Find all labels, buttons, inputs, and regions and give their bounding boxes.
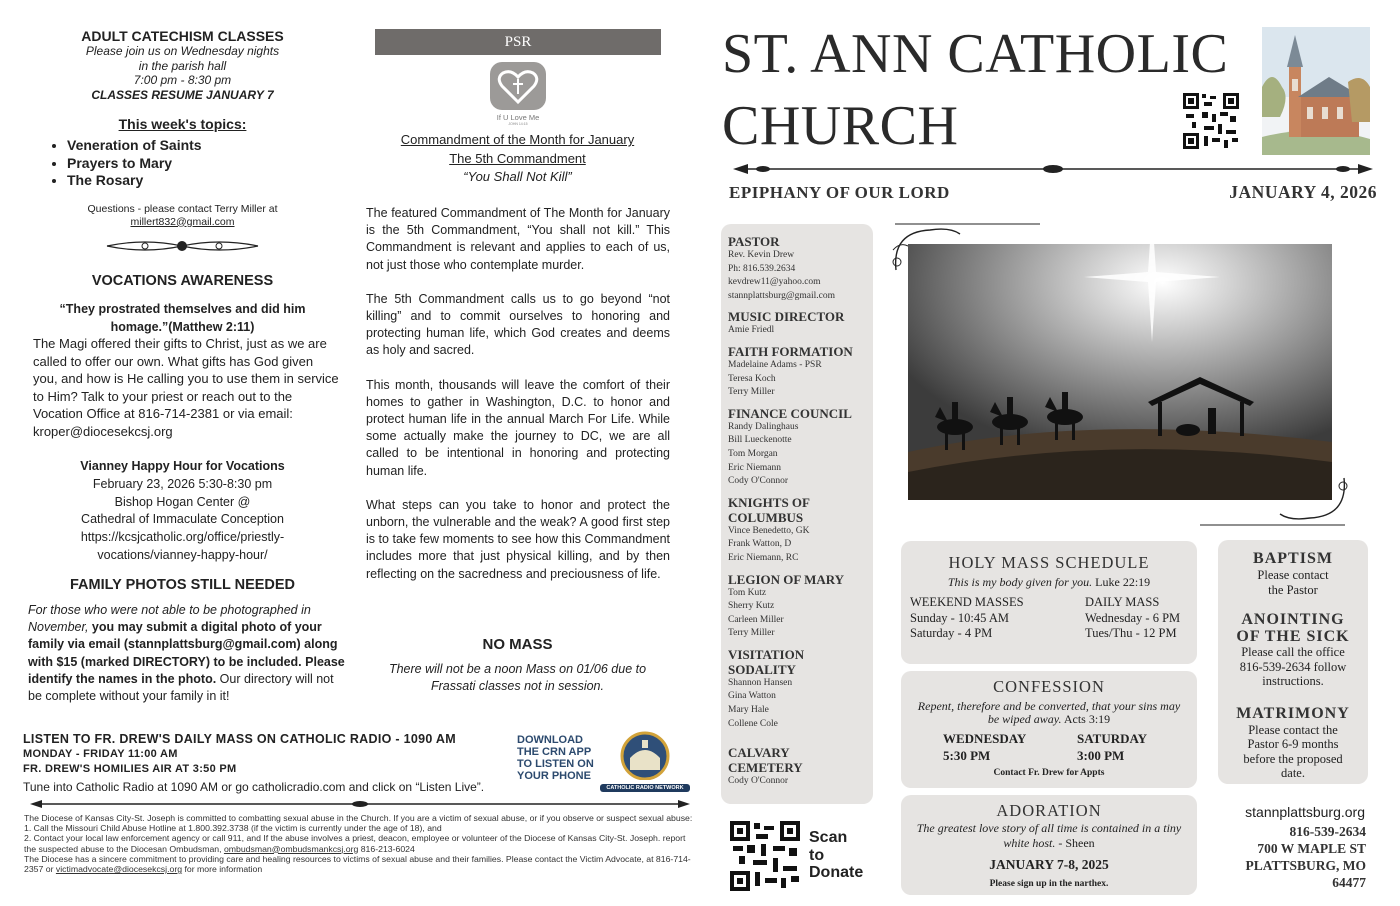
radio-line: MONDAY - FRIDAY 11:00 AM [23,748,178,760]
radio-section [23,731,513,796]
baptism-title: BAPTISM [1253,550,1333,567]
mass-title: HOLY MASS SCHEDULE [948,553,1150,572]
commandment-line: The 5th Commandment [449,150,586,166]
staff-member: Mary Hale [728,705,769,716]
staff-role-heading: CALVARY CEMETERY [728,745,803,776]
staff-member: Randy Dalinghaus [728,421,799,432]
staff-member: Eric Niemann, RC [728,552,799,563]
staff-role-heading: MUSIC DIRECTOR [728,309,845,325]
staff-member: Amie Friedl [728,325,775,336]
confession-wednesday [943,731,1026,764]
staff-member: Sherry Kutz [728,601,775,612]
qr-code-icon[interactable] [1182,92,1240,150]
ombudsman-email-link[interactable]: ombudsman@ombudsmankcsj.org [223,843,359,854]
donate-qr-code-icon[interactable] [729,820,801,892]
nomass-line: Frassati classes not in session. [431,679,604,693]
staff-member: Terry Miller [728,387,775,398]
matrimony-text: Please contact the Pastor 6-9 months before the proposed date. [1243,722,1343,780]
staff-role-heading: LEGION OF MARY [728,571,845,587]
crn-app-line: YOUR PHONE [517,770,591,782]
confession-day: WEDNESDAY [943,731,1027,746]
staff-member: Ph: 816.539.2634 [728,263,796,274]
staff-member: Cody O'Connor [728,776,789,787]
staff-member: Rev. Kevin Drew [728,250,795,260]
anointing-text: Please call the office 816-539-2634 follow instructions. [1239,645,1347,688]
catechism-title: ADULT CATECHISM CLASSES [81,28,284,44]
ornament-divider-long [30,797,690,811]
adoration-note: Please sign up in the narthex. [989,879,1109,889]
staff-role-heading: PASTOR [728,234,780,249]
confession-time: 5:30 PM [943,747,991,763]
radio-line: LISTEN TO FR. DREW'S DAILY MASS ON CATHOLIC RADIO - 1090 AM [23,732,456,746]
feast-title: EPIPHANY OF OUR LORD [729,183,950,202]
church-name-line: CHURCH [722,95,959,157]
staff-role-heading: VISITATION SODALITY [728,646,805,677]
nomass-line: There will not be a noon Mass on 01/06 due to [388,662,647,676]
mass-time: Tues/Thu - 12 PM [1085,626,1177,640]
staff-member: stannplattsburg@gmail.com [728,290,835,301]
staff-directory [721,224,873,804]
ornament-divider-header [733,159,1373,179]
staff-member: Vince Benedetto, GK [728,525,810,536]
crn-app-line: TO LISTEN ON [517,758,594,770]
mass-schedule-card [901,541,1197,664]
psr-logo-sub: JOHN 14:15 [508,122,528,126]
catechism-line: Please join us on Wednesday nights [85,44,280,58]
commandment-heading [365,131,670,187]
photos-instructions: you may submit a digital photo of your family via email (stannplattsburg@gmail.com) along with $15 (marked DIRECTORY) to be included. Please identify the names in the photo. [28,620,345,686]
staff-member: Shannon Hansen [728,677,793,688]
crn-app-line: THE CRN APP [517,746,592,758]
contact-phone: 816-539-2634 [1289,824,1366,839]
staff-member: Carleen Miller [728,614,784,625]
staff-member: Collene Cole [728,718,778,729]
staff-member: Madelaine Adams - PSR [728,359,822,370]
mass-time: Sunday - 10:45 AM [910,610,1009,625]
list-item: • The Rosary [67,172,315,190]
staff-member: Tom Morgan [728,448,778,459]
staff-member: Frank Watton, D [728,539,792,550]
vocations-title: VOCATIONS AWARENESS [91,273,274,289]
bulletin-date: JANUARY 4, 2026 [1229,182,1377,202]
catechism-section [40,28,325,132]
psr-paragraph: The featured Commandment of The Month for January is the 5th Commandment, “You shall not kill.” This Commandment is relevant and applies to each of us, not just those who contemplate murder. [366,206,670,272]
psr-paragraph: What steps can you take to honor and protect the unborn, the vulnerable and the weak? A good first step is to take few moments to see how this Commandment includes more that just physical killing, and by then reflecting on the sacredness and preciousness of life. [366,497,670,581]
mass-time: Wednesday - 6 PM [1085,610,1181,625]
event-link[interactable]: https://kcsjcatholic.org/office/priestly- [80,530,285,545]
event-location: Cathedral of Immaculate Conception [81,512,284,527]
sacraments-card [1218,540,1368,784]
catechism-line: in the parish hall [138,58,227,73]
contact-zip: 64477 [1332,875,1366,890]
event-link[interactable]: vocations/vianney-happy-hour/ [97,547,268,562]
staff-member: Terry Miller [728,628,775,639]
commandment-line: Commandment of the Month for January [400,132,635,147]
event-location: Bishop Hogan Center @ [114,494,251,509]
staff-member: Bill Lueckenotte [728,435,792,446]
website-link[interactable]: stannplattsburg.org [1245,804,1365,820]
vianney-event [40,458,325,565]
psr-header: PSR [375,29,661,55]
disclaimer-line: The Diocese has a sincere commitment to providing care and healing resources to victims of sexual abuse and their families. Please contact the Victim Advocate, at 816-714-2357 or victimadvocate@diocesekcsj.org for more information [24,853,691,875]
contact-info [1205,823,1366,891]
scan-to-donate: Scan to Donate [809,829,864,881]
radio-line: FR. DREW'S HOMILIES AIR AT 3:50 PM [23,763,237,775]
baptism-text: Please contact the Pastor [1257,568,1329,597]
psr-paragraph: This month, thousands will leave the comfort of their homes to gather in Washington, D.C. to honor and protect human life in the annual March For Life. While some actually make the journey to DC, we are all called to be intentional in honoring and protecting human life. [366,377,670,478]
confession-day: SATURDAY [1077,731,1148,746]
confession-note: Contact Fr. Drew for Appts [993,768,1105,778]
staff-list [728,234,866,789]
commandment-name: “You Shall Not Kill” [463,169,572,184]
event-date: February 23, 2026 5:30-8:30 pm [92,476,273,491]
photos-closing: Our directory will not be complete without your family in it! [28,671,334,704]
photos-intro: For those who were not able to be photographed in November, [28,603,311,635]
psr-article [366,205,670,583]
church-name [722,18,1262,162]
church-painting [1262,27,1370,155]
ornament-divider [105,234,260,258]
disclaimer-line: The Diocese of Kansas City-St. Joseph is committed to combatting sexual abuse in the Church. If you are a victim of sexual abuse, or if you observe or suspect sexual abuse: [24,813,693,823]
catechism-time: 7:00 pm - 8:30 pm [133,73,232,87]
confession-saturday [1077,731,1147,764]
staff-member: Teresa Koch [728,373,776,384]
staff-member: Cody O'Connor [728,476,789,487]
church-name-line: ST. ANN CATHOLIC [722,23,1229,85]
list-item: • Veneration of Saints [67,137,315,155]
psr-logo [488,62,548,126]
weekend-title: WEEKEND MASSES [910,595,1024,609]
staff-member: kevdrew11@yahoo.com [728,277,821,288]
daily-title: DAILY MASS [1085,595,1160,609]
confession-title: CONFESSION [993,677,1105,696]
daily-masses [1085,595,1180,642]
mass-quote: This is my body given for you. Luke 22:19 [947,575,1151,589]
adoration-quote: The greatest love story of all time is contained in a tiny white host. - Sheen [916,821,1182,850]
topics-list [45,137,315,190]
psr-paragraph: The 5th Commandment calls us to go beyond “not killing” and to commit ourselves to honoring and protecting human life, which God creates and deems as holy and sacred. [366,291,670,358]
confession-card [901,671,1197,788]
contact-street: 700 W MAPLE ST [1257,841,1366,856]
event-title: Vianney Happy Hour for Vocations [80,459,285,473]
catechism-email-link[interactable]: millert832@gmail.com [130,215,235,228]
anointing-title: ANOINTING OF THE SICK [1236,611,1350,645]
disclaimer-line: 2. Contact your local law enforcement agency or call 911, and If the abuse involves a priest, deacon, employee or volunteer of the Diocese of Kansas City-St. Joseph. report the suspected abuse to the Diocesan Ombudsman, ombudsman@ombudsmankcsj.org 816-213-6024 [24,833,686,854]
nomass-text [365,661,670,695]
safe-environment-disclaimer [24,813,696,874]
confession-quote: Repent, therefore and be converted, that your sins may be wiped away. Acts 3:19 [917,699,1181,726]
radio-line: Tune into Catholic Radio at 1090 AM or go catholicradio.com and click on “Listen Live”. [23,780,485,794]
staff-role-heading: FINANCE COUNCIL [728,405,852,421]
crn-logo [600,730,690,791]
nomass-title: NO MASS [482,636,553,653]
staff-role-heading: KNIGHTS OF COLUMBUS [728,494,810,525]
psr-logo-text: If U Love Me [496,113,540,122]
adoration-card [901,795,1197,895]
staff-member: Gina Watton [728,691,776,702]
catechism-questions: Questions - please contact Terry Miller at [87,203,278,215]
epiphany-image-frame [890,212,1350,536]
vocations-body: The Magi offered their gifts to Christ, just as we are called to offer our own. What gifts has God given you, and how is He calling you to use them in service to Him? Talk to your priest or reach out to the Vocation Office at 816-714-2381 or via email: kroper@diocesekcsj.org [33,336,339,439]
heart-icon [488,62,548,110]
advocate-email-link[interactable]: victimadvocate@diocesekcsj.org [55,864,183,875]
staff-member: Tom Kutz [728,587,767,598]
list-item: • Prayers to Mary [67,155,315,173]
crn-app-callout[interactable] [517,734,607,782]
matrimony-title: MATRIMONY [1236,704,1350,722]
adoration-title: ADORATION [996,801,1102,820]
disclaimer-line: 1. Call the Missouri Child Abuse Hotline at 1.800.392.3738 (if the victim is currently under the age of 18), and [24,823,442,834]
staff-member: Eric Niemann [728,462,782,473]
photos-body [28,602,346,705]
crn-logo-label: CATHOLIC RADIO NETWORK [600,784,690,792]
vocations-quote: “They prostrated themselves and did him homage.”(Matthew 2:11) [59,302,306,334]
topics-title: This week's topics: [118,116,247,132]
adoration-dates: JANUARY 7-8, 2025 [989,857,1109,872]
mass-time: Saturday - 4 PM [910,626,993,640]
photos-title: FAMILY PHOTOS STILL NEEDED [69,577,296,593]
contact-city: PLATTSBURG, MO [1245,858,1366,873]
confession-time: 3:00 PM [1077,747,1125,763]
catechism-resume: CLASSES RESUME JANUARY 7 [91,87,274,102]
crn-app-line: DOWNLOAD [517,734,583,746]
catechism-contact [40,203,325,228]
weekend-masses [910,595,1024,642]
catholic-radio-logo-icon [600,730,690,780]
staff-role-heading: FAITH FORMATION [728,343,853,359]
